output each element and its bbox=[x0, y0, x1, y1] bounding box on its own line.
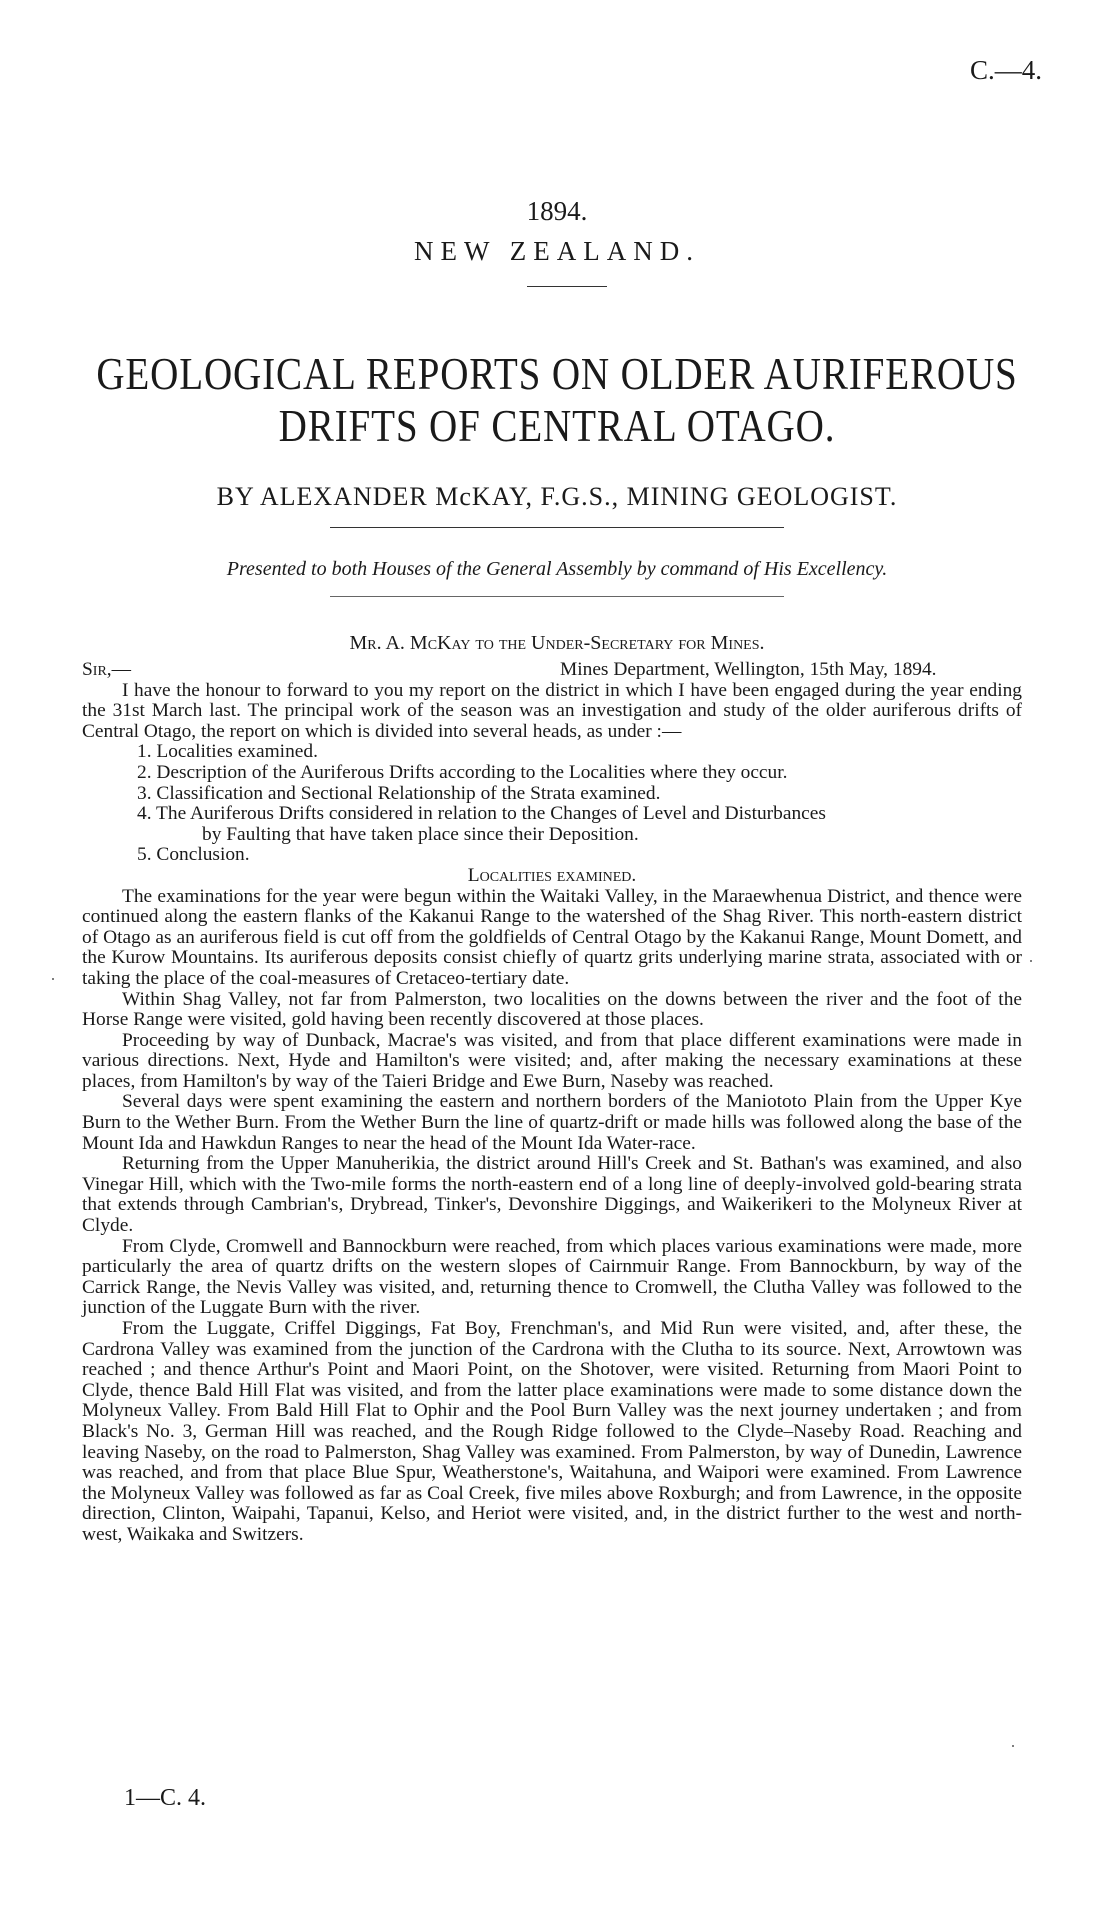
paper-speck bbox=[52, 978, 54, 980]
dateline: Mines Department, Wellington, 15th May, 1894. bbox=[560, 659, 937, 680]
country-heading: NEW ZEALAND. bbox=[414, 236, 700, 266]
divider-rule bbox=[527, 286, 607, 287]
author-line: BY ALEXANDER McKAY, F.G.S., MINING GEOLOGIST. bbox=[216, 482, 898, 511]
signature-code: 1—C. 4. bbox=[124, 1785, 207, 1811]
page-code: C.—4. bbox=[969, 55, 1042, 85]
list-item-continuation: by Faulting that have taken place since their Deposition. bbox=[202, 823, 639, 845]
year: 1894. bbox=[526, 196, 588, 226]
title-line-1: GEOLOGICAL REPORTS ON OLDER AURIFEROUS bbox=[96, 348, 1018, 399]
presented-note: Presented to both Houses of the General Assembly by command of His Excellency. bbox=[226, 558, 888, 580]
salutation: Sir,— bbox=[82, 659, 132, 680]
title-line-2: DRIFTS OF CENTRAL OTAGO. bbox=[278, 400, 836, 451]
divider-rule bbox=[330, 527, 784, 528]
list-item-text: 4. The Auriferous Drifts considered in relation to the Changes of Level and Disturbances bbox=[137, 803, 826, 825]
document-title bbox=[84, 348, 1031, 452]
salutation-line bbox=[82, 660, 1022, 681]
divider-rule bbox=[330, 596, 784, 597]
paragraph: Within Shag Valley, not far from Palmerston, two localities on the downs between the river and the foot of the Horse Range were visited, gold having been recently discovered at those places. bbox=[82, 988, 1022, 1031]
section-heading: Localities examined. bbox=[467, 864, 637, 886]
paragraph: Proceeding by way of Dunback, Macrae's was visited, and from that place different examinations were made in various directions. Next, Hyde and Hamilton's were visited; and, after making the necessary examinations at these places, from Hamilton's by way of the Taieri Bridge and Ewe Burn, Naseby was reached. bbox=[82, 1029, 1022, 1092]
list-item: 3. Classification and Sectional Relationship of the Strata examined. bbox=[137, 782, 661, 804]
paragraph: From the Luggate, Criffel Diggings, Fat Boy, Frenchman's, and Mid Run were visited, and, after these, the Cardrona Valley was examined from the junction of the Cardrona with the Clutha to its source. Next, Arrowtown was reached ; and thence Arthur's Point and Maori Point, on the Shotover, were visited. Returning from Maori Point to Clyde, thence Bald Hill Flat was visited, and from the latter place examinations were made to some distance down the Molyneux Valley. From Bald Hill Flat to Ophir and the Pool Burn Valley was the next journey undertaken ; and from Black's No. 3, German Hill was reached, and the Rough Ridge followed to the Clyde–Naseby Road. Reaching and leaving Naseby, on the road to Palmerston, Shag Valley was examined. From Palmerston, by way of Dunedin, Lawrence was reached, and from that place Blue Spur, Weatherstone's, Waitahuna, and Waipori were examined. From Lawrence the Molyneux Valley was followed as far as Coal Creek, five miles above Roxburgh; and from Lawrence, in the opposite direction, Clinton, Waipahi, Tapanui, Kelso, and Heriot were visited, and, in the district further to the west and north-west, Waikaka and Switzers. bbox=[82, 1318, 1022, 1545]
paper-speck bbox=[1030, 960, 1032, 962]
report-body bbox=[82, 660, 1022, 1546]
list-item: 1. Localities examined. bbox=[137, 741, 318, 763]
paper-speck bbox=[1012, 1745, 1014, 1747]
list-item: 5. Conclusion. bbox=[137, 844, 250, 866]
paragraph: From Clyde, Cromwell and Bannockburn were reached, from which places various examinations were made, more particularly the area of quartz drifts on the western slopes of Cairnmuir Range. From Bannockburn, by way of the Carrick Range, the Nevis Valley was visited, and, returning thence to Cromwell, the Clutha Valley was followed to the junction of the Luggate Burn with the river. bbox=[82, 1235, 1022, 1319]
list-item bbox=[82, 804, 1022, 845]
paragraph: Several days were spent examining the eastern and northern borders of the Maniototo Plain from the Upper Kye Burn to the Wether Burn. From the Wether Burn the line of quartz-drift or made hills was followed along the base of the Mount Ida and Hawkdun Ranges to near the head of the Mount Ida Water-race. bbox=[82, 1091, 1022, 1154]
paragraph: The examinations for the year were begun within the Waitaki Valley, in the Maraewhenua District, and thence were continued along the eastern flanks of the Kakanui Range to the watershed of the Shag River. This north-eastern district of Otago as an auriferous field is cut off from the goldfields of Central Otago by the Kakanui Range, Mount Domett, and the Kurow Mountains. Its auriferous deposits consist chiefly of quartz grits underlying marine strata, associated with or taking the place of the coal-measures of Cretaceo-tertiary date. bbox=[82, 885, 1022, 989]
letter-heading: Mr. A. McKay to the Under-Secretary for Mines. bbox=[349, 632, 765, 654]
paragraph: Returning from the Upper Manuherikia, the district around Hill's Creek and St. Bathan's was examined, and also Vinegar Hill, which with the Two-mile forms the north-eastern end of a long line of deeply-involved gold-bearing strata that extends through Cambrian's, Drybread, Tinker's, Devonshire Diggings, and Waikerikeri to the Molyneux River at Clyde. bbox=[82, 1153, 1022, 1237]
intro-paragraph: I have the honour to forward to you my report on the district in which I have been engaged during the year ending the 31st March last. The principal work of the season was an investigation and study of the older auriferous drifts of Central Otago, the report on which is divided into several heads, as under :— bbox=[82, 679, 1022, 742]
list-item: 2. Description of the Auriferous Drifts according to the Localities where they occur. bbox=[137, 761, 788, 783]
